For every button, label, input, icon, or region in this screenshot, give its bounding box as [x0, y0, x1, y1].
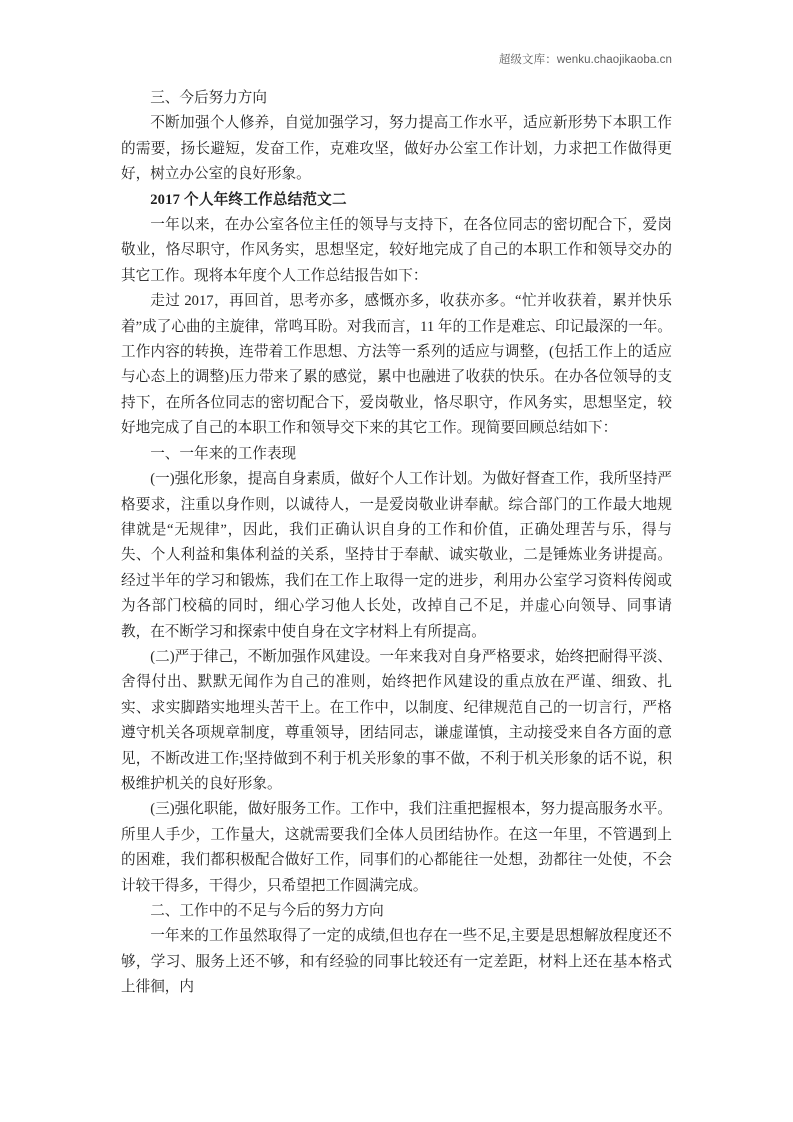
section-two-heading: 二、工作中的不足与今后的努力方向	[150, 903, 384, 919]
intro-paragraph: 一年以来，在办公室各位主任的领导与支持下，在各位同志的密切配合下，爱岗敬业，恪尽职守，作风务实，思想坚定，较好地完成了自己的本职工作和领导交办的其它工作。现将本年度个人工作总结报告如下：	[121, 217, 672, 284]
item-one-paragraph: (一)强化形象，提高自身素质，做好个人工作计划。为做好督查工作，我所坚持严格要求，注重以身作则，以诚待人，一是爱岗敬业讲奉献。综合部门的工作最大地规律就是“无规律”，因此，我们正确认识自身的工作和价值，正确处理苦与乐，得与失、个人利益和集体利益的关系，坚持甘于奉献、诚实敬业，二是锤炼业务讲提高。经过半年的学习和锻炼，我们在工作上取得一定的进步，利用办公室学习资料传阅或为各部门校稿的同时，细心学习他人长处，改掉自己不足，并虚心向领导、同事请教，在不断学习和探索中使自身在文字材料上有所提高。	[121, 471, 672, 640]
page-header-watermark: 超级文库：wenku.chaojikaoba.cn	[498, 54, 672, 66]
retrospect-paragraph: 走过 2017，再回首，思考亦多，感慨亦多，收获亦多。“忙并收获着，累并快乐着”成了心曲的主旋律，常鸣耳盼。对我而言，11 年的工作是难忘、印记最深的一年。工作内容的转换，连带着工作思想、方法等一系列的适应与调整，(包括工作上的适应与心态上的调整)压力带来了累的感觉，累中也融进了收获的快乐。在办各位领导的支持下，在所各位同志的密切配合下，爱岗敬业，恪尽职守，作风务实，思想坚定，较好地完成了自己的本职工作和领导交下来的其它工作。现简要回顾总结如下：	[121, 293, 672, 437]
section-one-heading: 一、一年来的工作表现	[150, 445, 297, 462]
document-body	[121, 86, 672, 1001]
article-title: 2017 个人年终工作总结范文二	[150, 191, 347, 208]
section-three-heading: 三、今后努力方向	[150, 90, 267, 106]
section-three-paragraph: 不断加强个人修养，自觉加强学习，努力提高工作水平，适应新形势下本职工作的需要，扬长避短，发奋工作，克难攻坚，做好办公室工作计划，力求把工作做得更好，树立办公室的良好形象。	[121, 115, 672, 183]
item-two-paragraph: (二)严于律己，不断加强作风建设。一年来我对自身严格要求，始终把耐得平淡、舍得付出、默默无闻作为自己的准则，始终把作风建设的重点放在严谨、细致、扎实、求实脚踏实地埋头苦干上。在工作中，以制度、纪律规范自己的一切言行，严格遵守机关各项规章制度，尊重领导，团结同志，谦虚谨慎，主动接受来自各方面的意见，不断改进工作;坚持做到不利于机关形象的事不做，不利于机关形象的话不说，积极维护机关的良好形象。	[121, 648, 672, 792]
item-three-paragraph: (三)强化职能，做好服务工作。工作中，我们注重把握根本，努力提高服务水平。所里人手少，工作量大，这就需要我们全体人员团结协作。在这一年里，不管遇到上的困难，我们都积极配合做好工作，同事们的心都能往一处想，劲都往一处使，不会计较干得多，干得少，只希望把工作圆满完成。	[121, 801, 672, 894]
section-two-paragraph: 一年来的工作虽然取得了一定的成绩,但也存在一些不足,主要是思想解放程度还不够，学习、服务上还不够，和有经验的同事比较还有一定差距，材料上还在基本格式上徘徊，内	[121, 928, 672, 996]
